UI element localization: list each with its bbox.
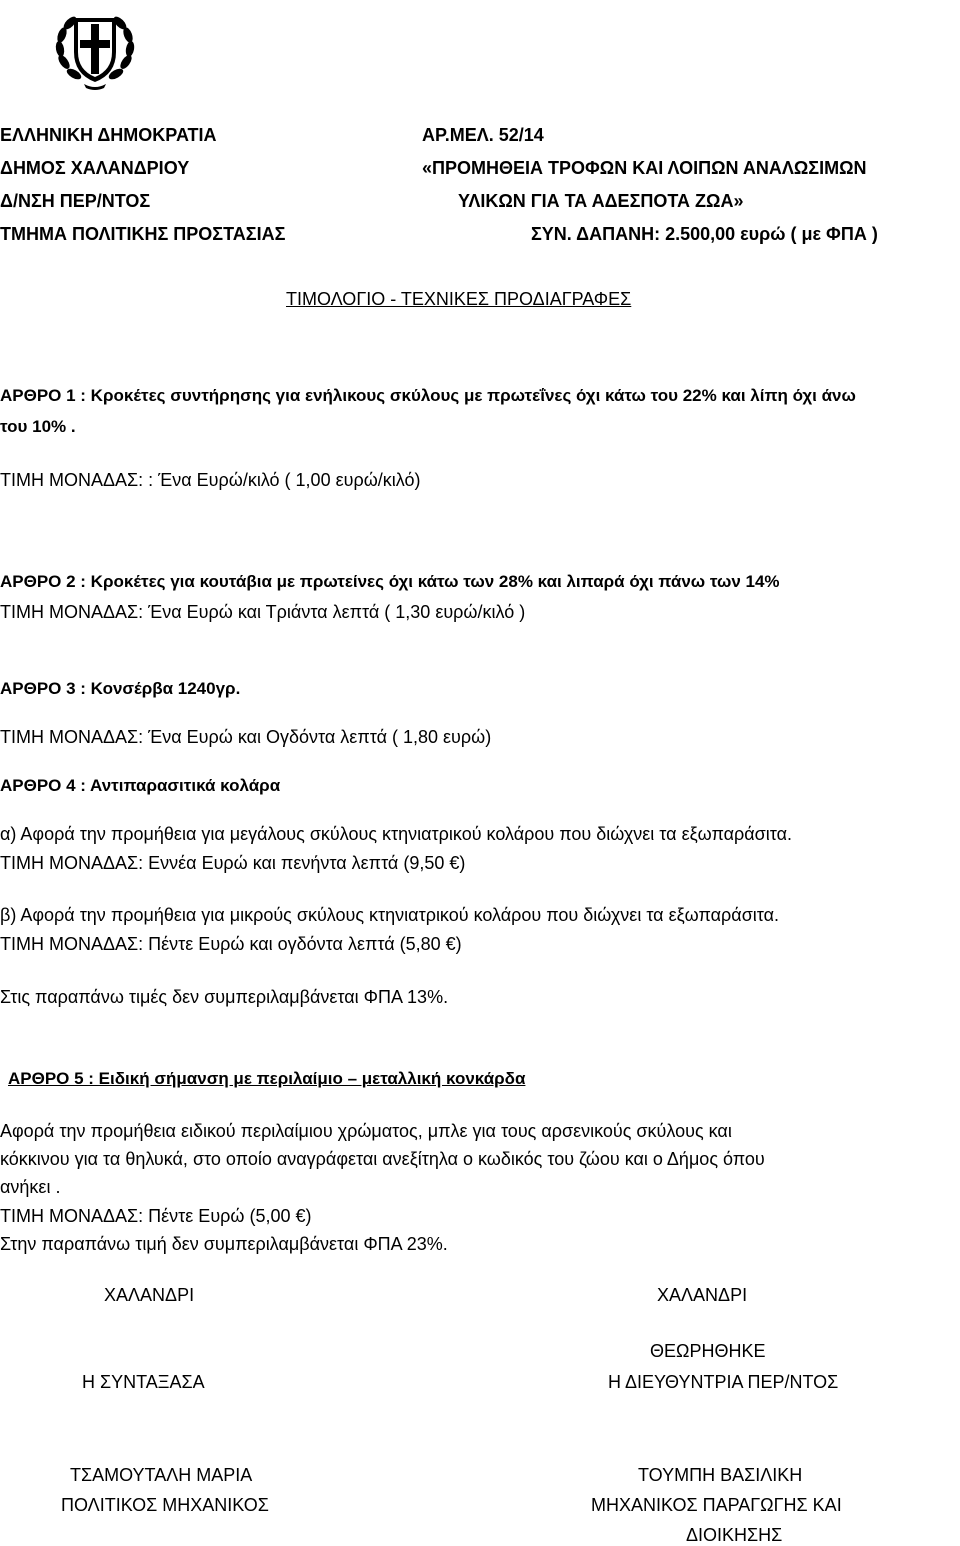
- header-right-line-3: ΥΛΙΚΩΝ ΓΙΑ ΤΑ ΑΔΕΣΠΟΤΑ ΖΩΑ»: [458, 191, 744, 211]
- article-4-item-b: β) Αφορά την προμήθεια για μικρούς σκύλους κτηνιατρικού κολάρου που διώχνει τα εξωπαράσιτα.: [0, 905, 780, 925]
- article-3-heading: ΑΡΘΡΟ 3 : Κονσέρβα 1240γρ.: [0, 679, 241, 698]
- signature-left-place: ΧΑΛΑΝΔΡΙ: [104, 1285, 195, 1305]
- signature-right-title-2: ΔΙΟΙΚΗΣΗΣ: [686, 1525, 783, 1545]
- header-right-line-1: ΑΡ.ΜΕΛ. 52/14: [422, 125, 544, 145]
- header-left-line-3: Δ/ΝΣΗ ΠΕΡ/ΝΤΟΣ: [0, 191, 151, 211]
- signature-right-seen: ΘΕΩΡΗΘΗΚΕ: [650, 1341, 766, 1361]
- signature-right-title-1: ΜΗΧΑΝΙΚΟΣ ΠΑΡΑΓΩΓΗΣ ΚΑΙ: [591, 1495, 842, 1515]
- article-5-vat-note: Στην παραπάνω τιμή δεν συμπεριλαμβάνεται ΦΠΑ 23%.: [0, 1234, 448, 1254]
- signature-left-name: ΤΣΑΜΟΥΤΑΛΗ ΜΑΡΙΑ: [70, 1465, 253, 1485]
- article-4-vat-note: Στις παραπάνω τιμές δεν συμπεριλαμβάνεται ΦΠΑ 13%.: [0, 987, 449, 1007]
- coat-of-arms-emblem: [50, 4, 140, 94]
- signature-left-title: ΠΟΛΙΤΙΚΟΣ ΜΗΧΑΝΙΚΟΣ: [61, 1495, 269, 1515]
- header-left-line-1: ΕΛΛΗΝΙΚΗ ΔΗΜΟΚΡΑΤΙΑ: [0, 125, 217, 145]
- article-5-heading: ΑΡΘΡΟ 5 : Ειδική σήμανση με περιλαίμιο – μεταλλική κονκάρδα: [8, 1069, 526, 1088]
- article-4-heading: ΑΡΘΡΟ 4 : Αντιπαρασιτικά κολάρα: [0, 776, 281, 795]
- signature-left-role: Η ΣΥΝΤΑΞΑΣΑ: [82, 1372, 205, 1392]
- article-1-heading: ΑΡΘΡΟ 1 : Κροκέτες συντήρησης για ενήλικους σκύλους με πρωτεΐνες όχι κάτω του 22% και λίπη όχι άνω: [0, 386, 856, 405]
- article-4-item-a: α) Αφορά την προμήθεια για μεγάλους σκύλους κτηνιατρικού κολάρου που διώχνει τα εξωπαράσιτα.: [0, 824, 793, 844]
- header-right-line-2: «ΠΡΟΜΗΘΕΙΑ ΤΡΟΦΩΝ ΚΑΙ ΛΟΙΠΩΝ ΑΝΑΛΩΣΙΜΩΝ: [422, 158, 867, 178]
- signature-right-name: ΤΟΥΜΠΗ ΒΑΣΙΛΙΚΗ: [638, 1465, 803, 1485]
- header-left-line-2: ΔΗΜΟΣ ΧΑΛΑΝΔΡΙΟΥ: [0, 158, 190, 178]
- article-2-price: ΤΙΜΗ ΜΟΝΑΔΑΣ: Ένα Ευρώ και Τριάντα λεπτά ( 1,30 ευρώ/κιλό ): [0, 602, 526, 622]
- article-5-price: ΤΙΜΗ ΜΟΝΑΔΑΣ: Πέντε Ευρώ (5,00 €): [0, 1206, 312, 1226]
- article-5-desc-2: κόκκινου για τα θηλυκά, στο οποίο αναγράφεται ανεξίτηλα ο κωδικός του ζώου και ο Δήμος όπου: [0, 1149, 765, 1169]
- article-5-desc-3: ανήκει .: [0, 1177, 61, 1197]
- article-1-heading-cont: του 10% .: [0, 417, 76, 436]
- article-5-desc-1: Αφορά την προμήθεια ειδικού περιλαίμιου χρώματος, μπλε για τους αρσενικούς σκύλους και: [0, 1121, 732, 1141]
- article-2-heading: ΑΡΘΡΟ 2 : Κροκέτες για κουτάβια με πρωτείνες όχι κάτω των 28% και λιπαρά όχι πάνω των 14%: [0, 572, 780, 591]
- article-4-item-b-price: ΤΙΜΗ ΜΟΝΑΔΑΣ: Πέντε Ευρώ και ογδόντα λεπτά (5,80 €): [0, 934, 462, 954]
- article-3-price: ΤΙΜΗ ΜΟΝΑΔΑΣ: Ένα Ευρώ και Ογδόντα λεπτά ( 1,80 ευρώ): [0, 727, 492, 747]
- header-right-line-4: ΣΥΝ. ΔΑΠΑΝΗ: 2.500,00 ευρώ ( με ΦΠΑ ): [531, 224, 878, 244]
- article-1-price: ΤΙΜΗ ΜΟΝΑΔΑΣ: : Ένα Ευρώ/κιλό ( 1,00 ευρώ/κιλό): [0, 470, 421, 490]
- signature-right-place: ΧΑΛΑΝΔΡΙ: [657, 1285, 748, 1305]
- article-4-item-a-price: ΤΙΜΗ ΜΟΝΑΔΑΣ: Εννέα Ευρώ και πενήντα λεπτά (9,50 €): [0, 853, 466, 873]
- header-left-line-4: ΤΜΗΜΑ ΠΟΛΙΤΙΚΗΣ ΠΡΟΣΤΑΣΙΑΣ: [0, 224, 286, 244]
- signature-right-role: Η ΔΙΕΥΘΥΝΤΡΙΑ ΠΕΡ/ΝΤΟΣ: [608, 1372, 839, 1392]
- page-title: ΤΙΜΟΛΟΓΙΟ - ΤΕΧΝΙΚΕΣ ΠΡΟΔΙΑΓΡΑΦΕΣ: [286, 289, 632, 309]
